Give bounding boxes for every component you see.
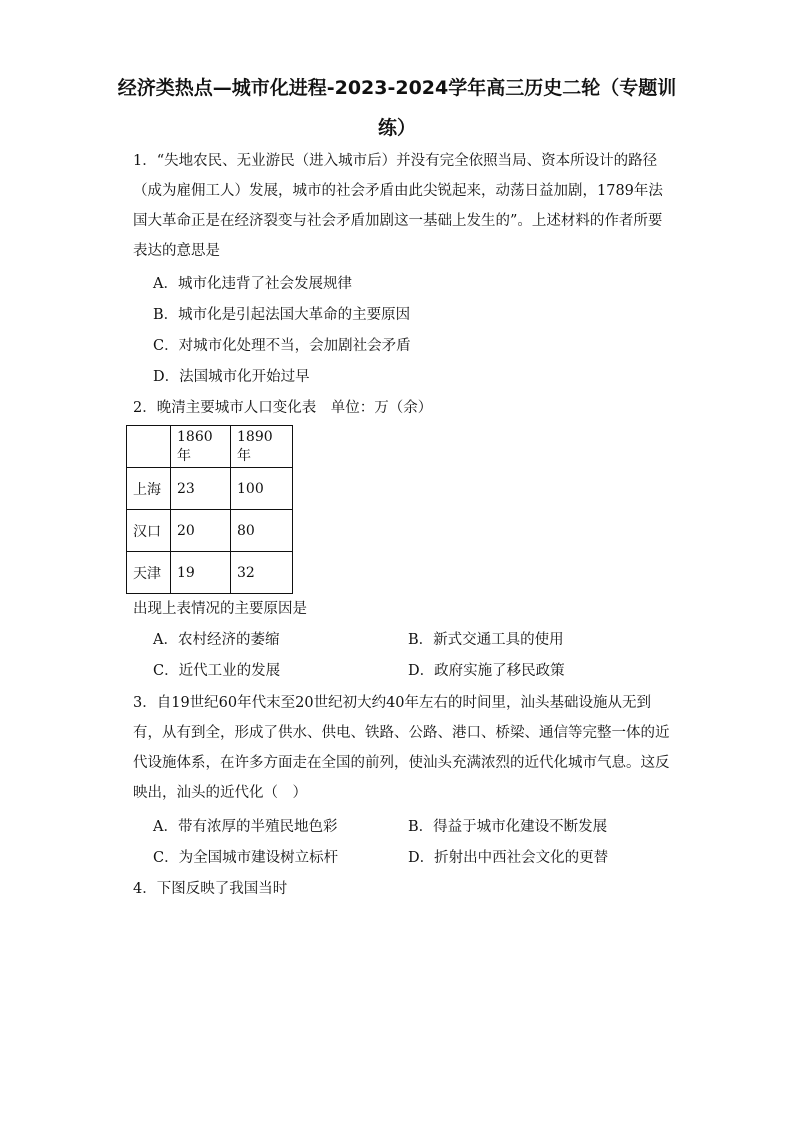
table-cell: 19 (171, 552, 231, 594)
table-cell-city: 天津 (127, 552, 171, 594)
q1-option-d: D．法国城市化开始过早 (153, 369, 310, 385)
q1-option-a: A．城市化违背了社会发展规律 (153, 276, 352, 292)
table-cell: 100 (231, 468, 293, 510)
table-header-cell (127, 426, 171, 468)
q1-option-b: B．城市化是引起法国大革命的主要原因 (153, 307, 411, 323)
question-2-stem: 2．晚清主要城市人口变化表 单位：万（余） (133, 400, 433, 416)
q2-option-d: D．政府实施了移民政策 (408, 663, 565, 679)
question-4-stem: 4．下图反映了我国当时 (133, 881, 288, 897)
population-table (126, 425, 293, 594)
q3-option-a: A．带有浓厚的半殖民地色彩 (153, 819, 338, 835)
table-row (127, 552, 293, 594)
table-row (127, 510, 293, 552)
q3-option-b: B．得益于城市化建设不断发展 (408, 819, 608, 835)
q2-option-a: A．农村经济的萎缩 (153, 632, 280, 648)
q2-option-c: C．近代工业的发展 (153, 663, 281, 679)
q2-option-b: B．新式交通工具的使用 (408, 632, 564, 648)
document-title: 经济类热点—城市化进程-2023-2024学年高三历史二轮（专题训练） (117, 77, 677, 139)
table-header-cell: 1860年 (171, 426, 231, 468)
q1-option-c: C．对城市化处理不当，会加剧社会矛盾 (153, 338, 411, 354)
table-header-cell: 1890年 (231, 426, 293, 468)
table-row (127, 468, 293, 510)
table-cell-city: 上海 (127, 468, 171, 510)
table-cell: 32 (231, 552, 293, 594)
table-cell-city: 汉口 (127, 510, 171, 552)
question-1-stem: 1．“失地农民、无业游民（进入城市后）并没有完全依照当局、资本所设计的路径（成为雇佣工人）发展，城市的社会矛盾由此尖锐起来，动荡日益加剧，1789年法国大革命正是在经济裂变与社会矛盾加剧这一基础上发生的”。上述材料的作者所要表达的意思是 (133, 153, 663, 259)
question-2-prompt: 出现上表情况的主要原因是 (133, 601, 307, 617)
question-3-stem: 3．自19世纪60年代末至20世纪初大约40年左右的时间里，汕头基础设施从无到有，从有到全，形成了供水、供电、铁路、公路、港口、桥梁、通信等完整一体的近代设施体系，在许多方面走在全国的前列，使汕头充满浓烈的近代化城市气息。这反映出，汕头的近代化（ ） (133, 695, 670, 801)
q3-option-d: D．折射出中西社会文化的更替 (408, 850, 609, 866)
q3-option-c: C．为全国城市建设树立标杆 (153, 850, 339, 866)
table-cell: 23 (171, 468, 231, 510)
table-header-row (127, 426, 293, 468)
table-cell: 80 (231, 510, 293, 552)
table-cell: 20 (171, 510, 231, 552)
